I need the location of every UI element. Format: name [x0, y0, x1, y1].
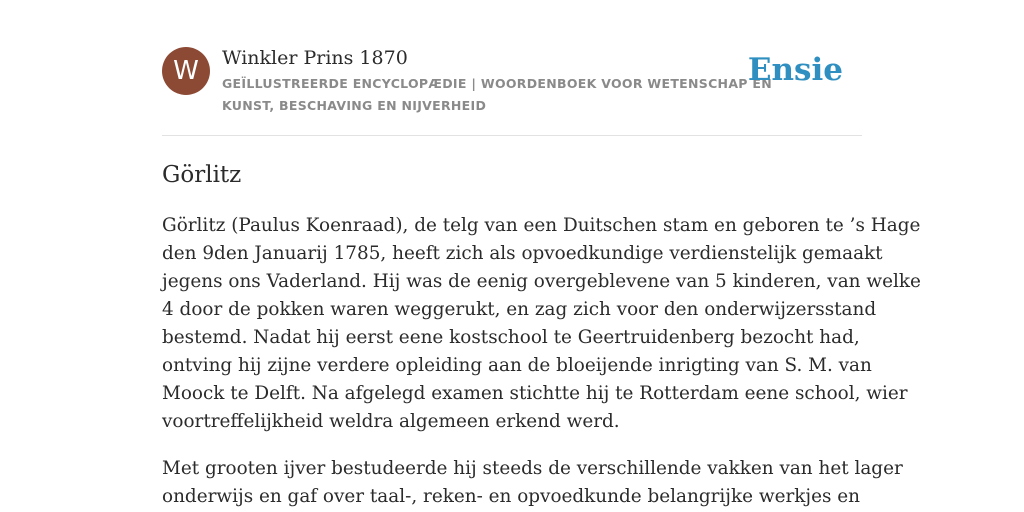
- source-subtitle-line: GEÏLLUSTREERDE ENCYCLOPÆDIE | WOORDENBOEK VOOR WETENSCHAP EN: [222, 76, 772, 91]
- text-line: jegens ons Vaderland. Hij was de eenig overgeblevene van 5 kinderen, van welke: [162, 271, 921, 292]
- source-subtitle: [222, 73, 772, 117]
- text-line: Görlitz (Paulus Koenraad), de telg van een Duitschen stam en geboren te ’s Hage: [162, 215, 921, 236]
- source-title-block: [222, 46, 772, 117]
- text-line: voortreffelijkheid weldra algemeen erkend werd.: [162, 411, 620, 432]
- paragraph: [162, 455, 903, 511]
- article-body: [162, 212, 921, 512]
- text-line: onderwijs en gaf over taal-, reken- en opvoedkunde belangrijke werkjes en: [162, 486, 861, 507]
- source-title[interactable]: Winkler Prins 1870: [222, 47, 408, 69]
- header-divider: [162, 135, 862, 136]
- text-line: bestemd. Nadat hij eerst eene kostschool te Geertruidenberg bezocht had,: [162, 327, 860, 348]
- text-line: 4 door de pokken waren weggerukt, en zag zich voor den onderwijzersstand: [162, 299, 877, 320]
- text-line: Met grooten ijver bestudeerde hij steeds de verschillende vakken van het lager: [162, 458, 903, 479]
- article-title: Görlitz: [162, 162, 242, 188]
- source-avatar[interactable]: W: [162, 47, 210, 95]
- text-line: den 9den Januarij 1785, heeft zich als opvoedkundige verdienstelijk gemaakt: [162, 243, 883, 264]
- paragraph: [162, 212, 921, 436]
- ensie-logo[interactable]: Ensie: [747, 52, 843, 88]
- source-header: [162, 46, 862, 136]
- text-line: ontving hij zijne verdere opleiding aan de bloeijende inrigting van S. M. van: [162, 355, 872, 376]
- text-line: Moock te Delft. Na afgelegd examen stichtte hij te Rotterdam eene school, wier: [162, 383, 908, 404]
- source-subtitle-line: KUNST, BESCHAVING EN NIJVERHEID: [222, 98, 487, 113]
